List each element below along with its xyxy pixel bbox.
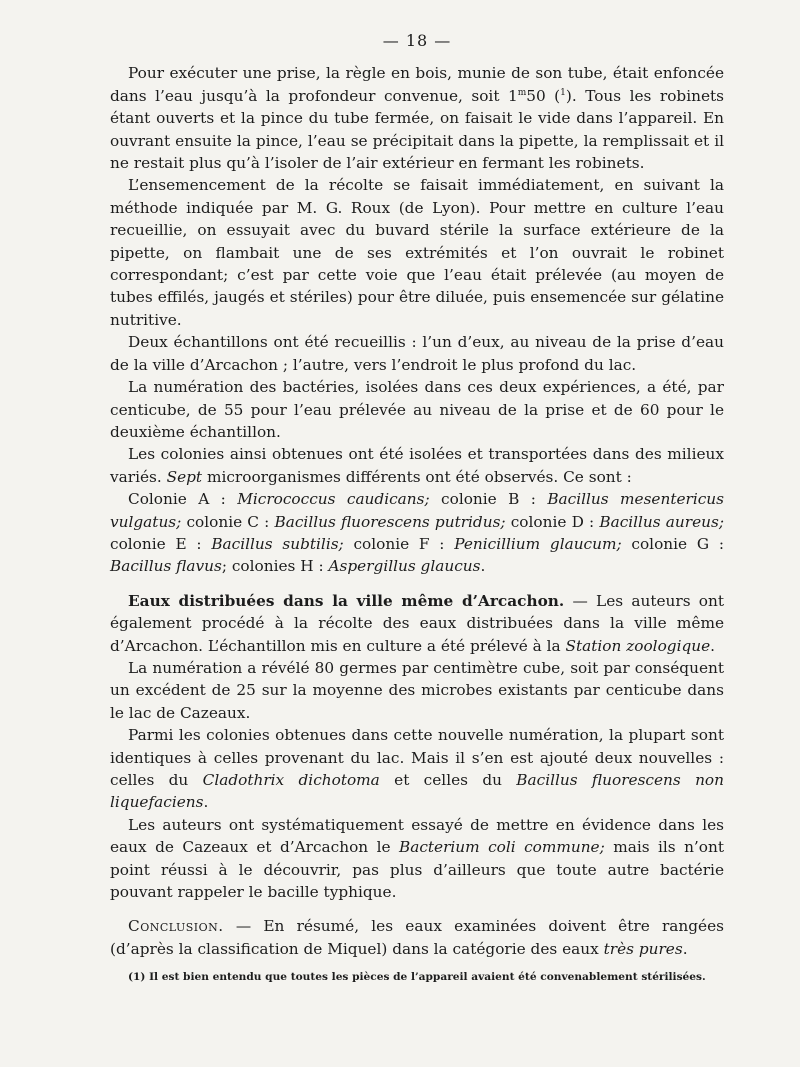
page-number: — 18 — (382, 31, 452, 50)
footnote-ref: 1 (560, 87, 566, 98)
paragraph-ensemencement: L’ensemencement de la récolte se faisait immédiatement, en suivant la méthode indiquée par M. G. Roux (de Lyon). Pour mettre en culture l’eau recueillie, on essuyait avec du buvard stérile la surface extérieure de la pipette, on flambait une de ses extrémités et l’on ouvrait le robinet correspondant; c’est par cette voie que l’eau était prélevée (au moyen de tubes effilés, jaugés et stériles) pour être diluée, puis ensemencée sur gélatine nutritive. (110, 176, 724, 329)
paragraph-bacterium-coli: Les auteurs ont systématiquement essayé de mettre en évidence dans les eaux de Cazeaux et d’Arcachon le Bacterium coli commune; mais ils n’ont point réussi à le découvrir, pas plus d’ailleurs que toute autre bactérie pouvant rappeler le bacille typhique. (110, 815, 724, 902)
paragraph-colonies-list: Colonie A : Micrococcus caudicans; colonie B : Bacillus mesentericus vulgatus; colonie C : Bacillus fluorescens putridus; colonie D : Bacillus aureus; colonie E : Bacillus subtilis; colonie F : Penicillium glaucum; colonie G : Bacillus flavus; colonies H : Aspergillus glaucus. (110, 490, 725, 576)
paragraph-numeration: La numération des bactéries, isolées dans ces deux expériences, a été, par centicube, de 55 pour l’eau prélevée au niveau de la prise et de 60 pour le deuxième échantillon. (110, 378, 724, 441)
paragraph-prise: Pour exécuter une prise, la règle en bois, munie de son tube, était enfoncée dans l’eau jusqu’à la profondeur convenue, soit 1$^m$50 ($^1$). Tous les robinets étant ouverts et la pince du tube fermée, on faisait le vide dans l’appareil. En ouvrant ensuite la pince, l’eau se précipitait dans la pipette, la remplissait et il ne restait plus qu’à l’isoler de l’air extérieur en fermant les robinets. (110, 64, 725, 173)
document-page (110, 30, 724, 984)
paragraph-echantillons: Deux échantillons ont été recueillis : l’un d’eux, au niveau de la prise d’eau de la ville d’Arcachon ; l’autre, vers l’endroit le plus profond du lac. (110, 333, 724, 374)
paragraph-germes: La numération a révélé 80 germes par centimètre cube, soit par conséquent un excédent de 25 sur la moyenne des microbes existants par centicube dans le lac de Cazeaux. (110, 658, 724, 722)
paragraph-colonies: Les colonies ainsi obtenues ont été isolées et transportées dans des milieux variés. Sept microorganismes différents ont été observés. Ce sont : (110, 445, 724, 486)
paragraph-conclusion: Conclusion. — En résumé, les eaux examinées doivent être rangées (d’après la classification de Miquel) dans la catégorie des eaux très pures. (110, 917, 724, 958)
section-heading: Eaux distribuées dans la ville même d’Arcachon. (128, 591, 565, 610)
conclusion-heading: Conclusion. (128, 917, 224, 936)
paragraph-eaux-distribuees: Eaux distribuées dans la ville même d’Arcachon. — Les auteurs ont également procédé à la récolte des eaux distribuées dans la ville même d’Arcachon. L’échantillon mis en culture a été prélevé à la Station zoologique. (110, 591, 724, 655)
paragraph-nouvelles-colonies: Parmi les colonies obtenues dans cette nouvelle numération, la plupart sont identiques à celles provenant du lac. Mais il s’en est ajouté deux nouvelles : celles du Cladothrix dichotoma et celles du Bacillus fluorescens non liquefaciens. (110, 726, 724, 812)
footnote: (1) Il est bien entendu que toutes les pièces de l’appareil avaient été convenablement stérilisées. (128, 971, 706, 984)
